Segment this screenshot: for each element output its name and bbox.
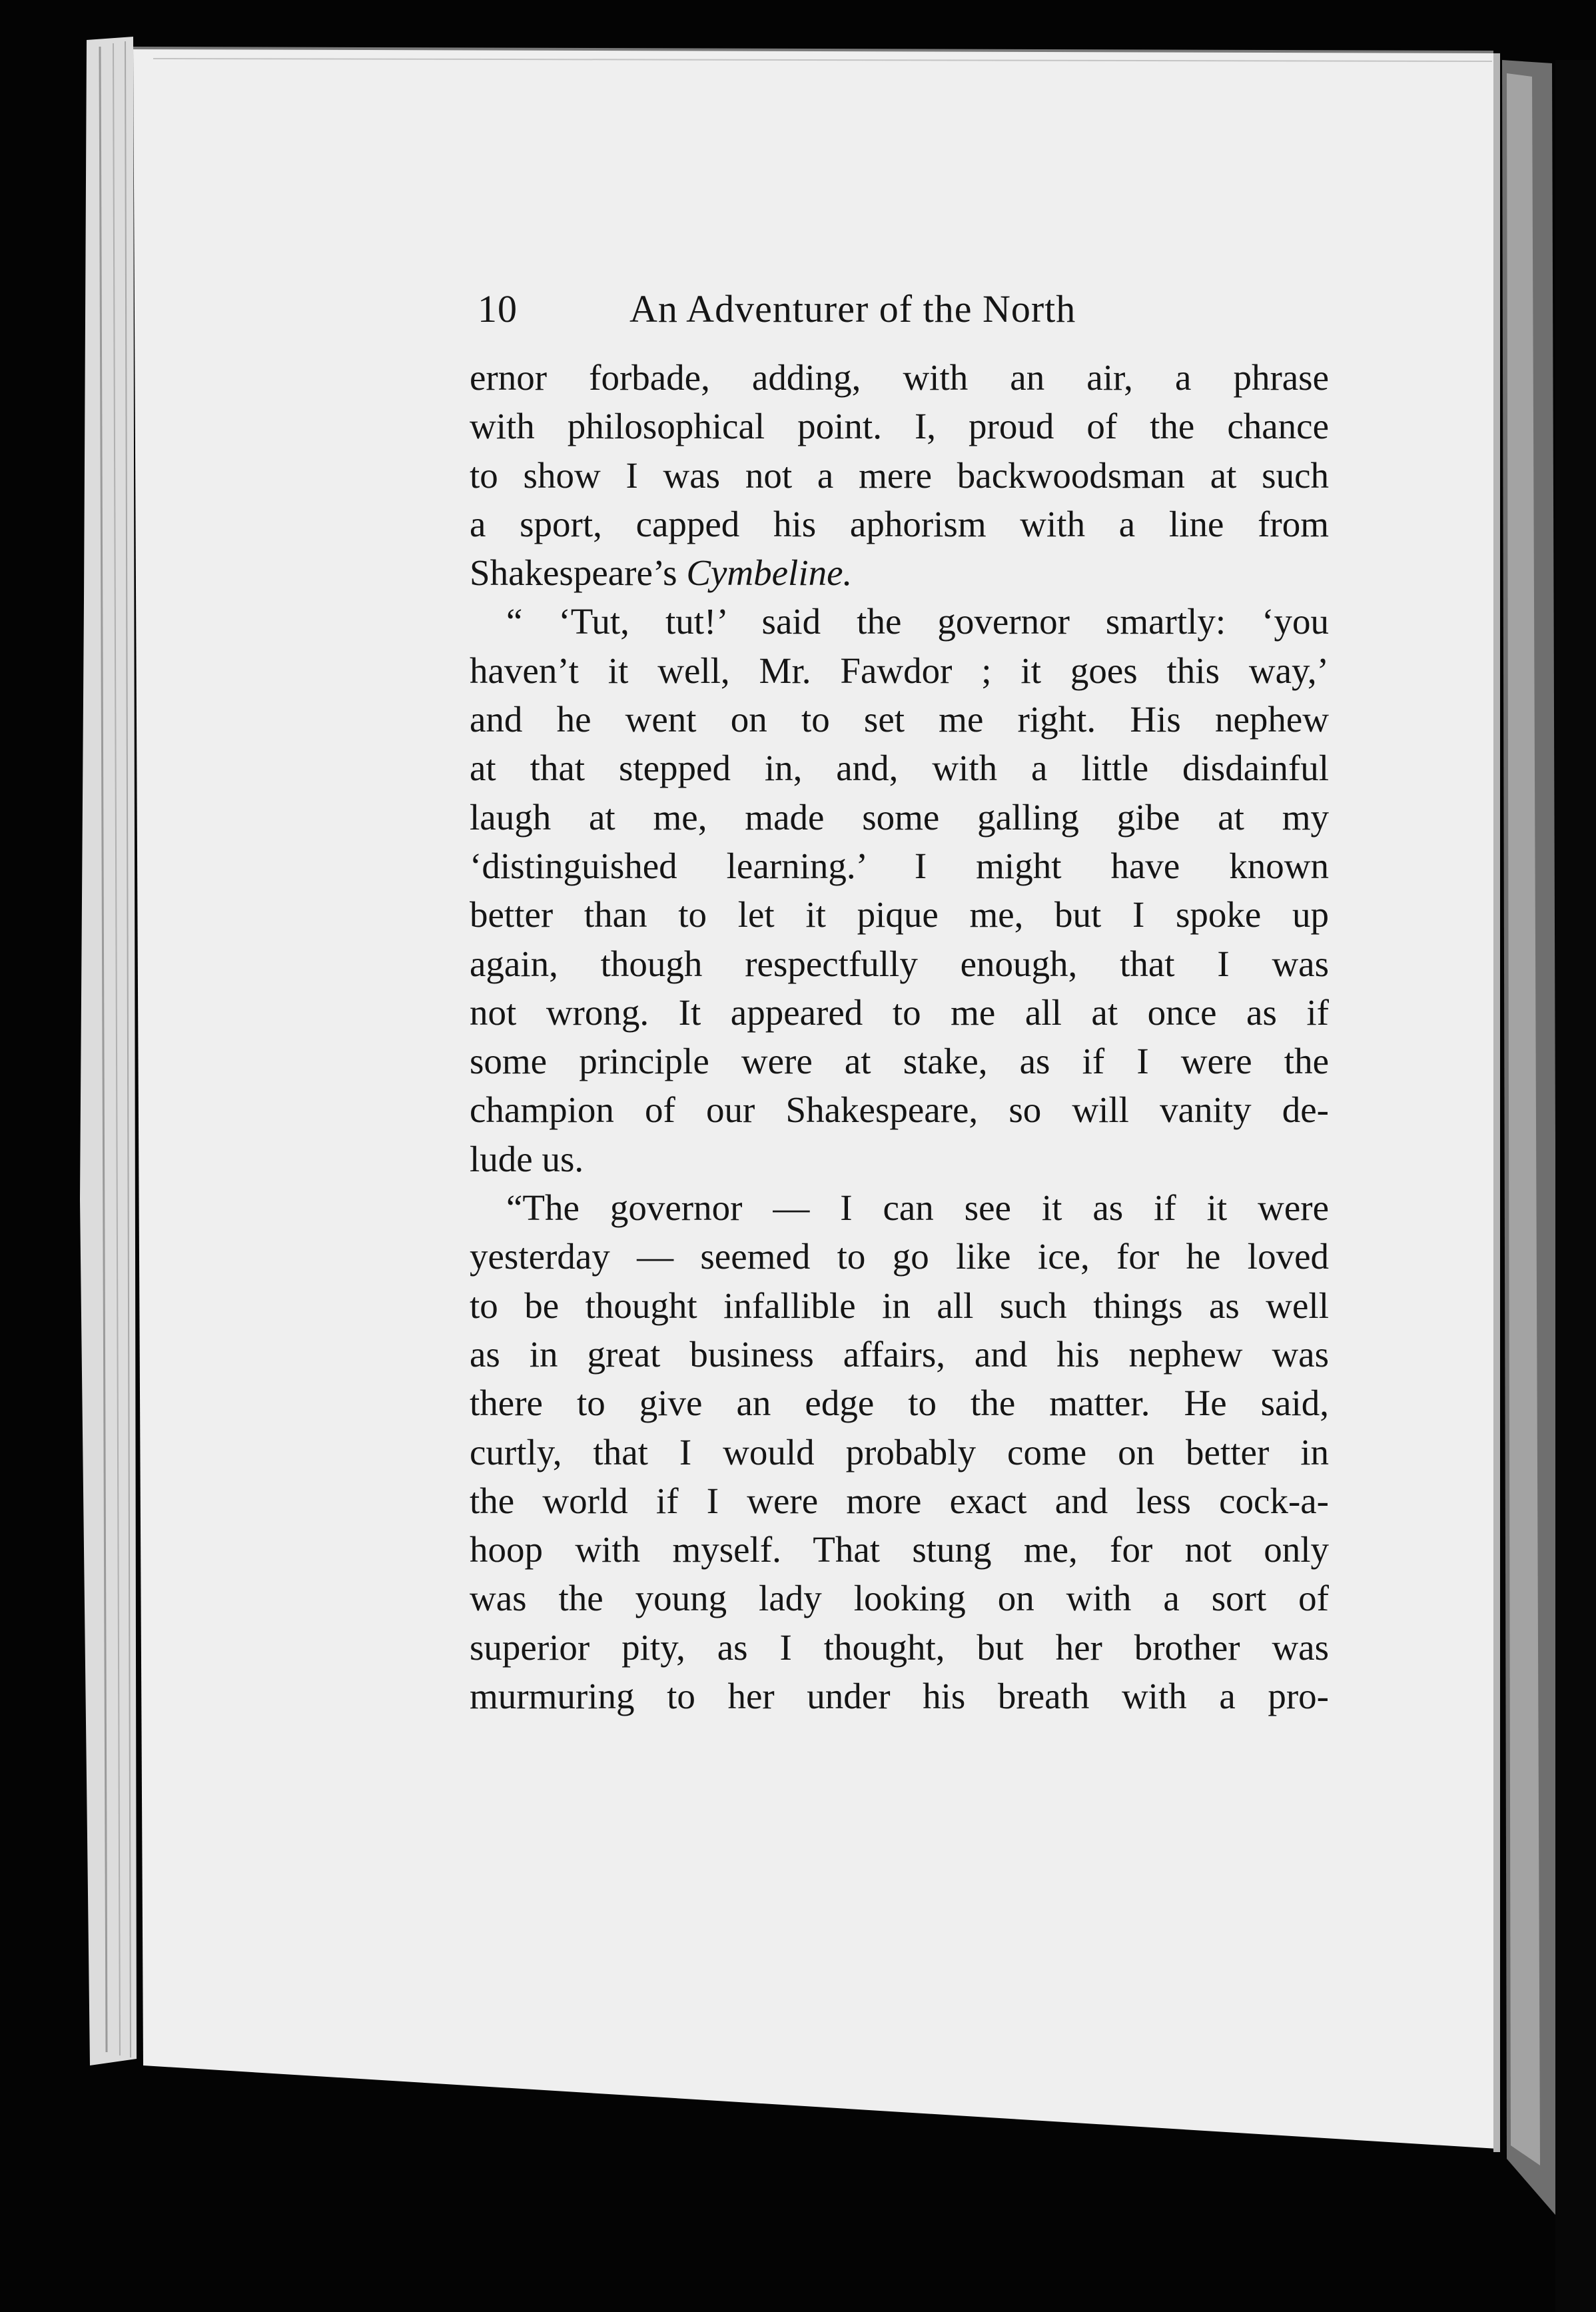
text-line [470, 1476, 1329, 1525]
line-text: “The governor — I can see it as if it were [506, 1187, 1329, 1229]
line-text: ‘distinguished learning.’ I might have known [470, 845, 1329, 886]
page-number: 10 [478, 287, 518, 330]
text-line [470, 1037, 1329, 1085]
text-line [470, 890, 1329, 939]
line-text: again, though respectfully enough, that I was [470, 943, 1329, 984]
text-line [470, 1623, 1329, 1672]
text-line [470, 451, 1329, 500]
line-text: to be thought infallible in all such things as well [470, 1285, 1329, 1326]
text-line [470, 988, 1329, 1037]
body-text [470, 353, 1329, 1720]
paragraph [470, 597, 1329, 1183]
text-line [470, 1085, 1329, 1134]
line-text: curtly, that I would probably come on better in [470, 1431, 1329, 1472]
line-text: lude us. [470, 1138, 584, 1179]
page-right-shadow [1493, 53, 1500, 2152]
line-text: laugh at me, made some galling gibe at my [470, 796, 1329, 838]
text-line [470, 1672, 1329, 1720]
line-text: not wrong. It appeared to me all at once as if [470, 991, 1329, 1033]
line-text: there to give an edge to the matter. He said, [470, 1383, 1329, 1424]
text-line [470, 793, 1329, 842]
line-text: to show I was not a mere backwoodsman at such [470, 454, 1329, 496]
text-line [470, 1379, 1329, 1427]
line-text: Shakespeare’s [470, 552, 687, 594]
text-line [470, 1428, 1329, 1476]
text-line [470, 695, 1329, 744]
paragraph [470, 353, 1329, 597]
line-text: as in great business affairs, and his nephew was [470, 1333, 1329, 1375]
text-line [470, 548, 1329, 597]
line-text: superior pity, as I thought, but her brother was [470, 1626, 1329, 1668]
text-line [470, 597, 1329, 646]
page-text-block [470, 267, 1329, 1720]
text-line [470, 1135, 1329, 1183]
text-line [470, 353, 1329, 402]
line-text: murmuring to her under his breath with a pro- [470, 1676, 1329, 1717]
line-text: was the young lady looking on with a sort of [470, 1578, 1329, 1619]
text-line [470, 402, 1329, 450]
line-text: yesterday — seemed to go like ice, for he loved [470, 1236, 1329, 1277]
text-line [470, 744, 1329, 792]
line-text: and he went on to set me right. His nephew [470, 699, 1329, 740]
line-text: hoop with myself. That stung me, for not only [470, 1529, 1329, 1570]
line-text: “ ‘Tut, tut!’ said the governor smartly: ‘you [506, 601, 1329, 642]
paragraph [470, 1183, 1329, 1720]
text-line [470, 1525, 1329, 1574]
line-text: champion of our Shakespeare, so will vanity de- [470, 1089, 1329, 1131]
text-line [470, 1232, 1329, 1281]
text-line [470, 500, 1329, 548]
line-text: the world if I were more exact and less cock-a- [470, 1480, 1329, 1521]
line-text: better than to let it pique me, but I spoke up [470, 894, 1329, 935]
line-text: some principle were at stake, as if I were the [470, 1041, 1329, 1082]
text-line [470, 1281, 1329, 1330]
italic-title: Cymbeline. [686, 552, 853, 594]
running-title: An Adventurer of the North [629, 287, 1076, 330]
line-text: haven’t it well, Mr. Fawdor ; it goes this way,’ [470, 650, 1329, 691]
text-line [470, 842, 1329, 890]
facing-page-dark [1555, 60, 1596, 2312]
text-line [470, 1330, 1329, 1379]
text-line [470, 939, 1329, 988]
text-line [470, 646, 1329, 695]
line-text: with philosophical point. I, proud of the chance [470, 406, 1329, 447]
line-text: at that stepped in, and, with a little disdainful [470, 748, 1329, 789]
line-text: a sport, capped his aphorism with a line from [470, 503, 1329, 544]
line-text: ernor forbade, adding, with an air, a phrase [470, 357, 1329, 398]
text-line [470, 1183, 1329, 1232]
running-head [470, 267, 1329, 353]
text-line [470, 1574, 1329, 1622]
